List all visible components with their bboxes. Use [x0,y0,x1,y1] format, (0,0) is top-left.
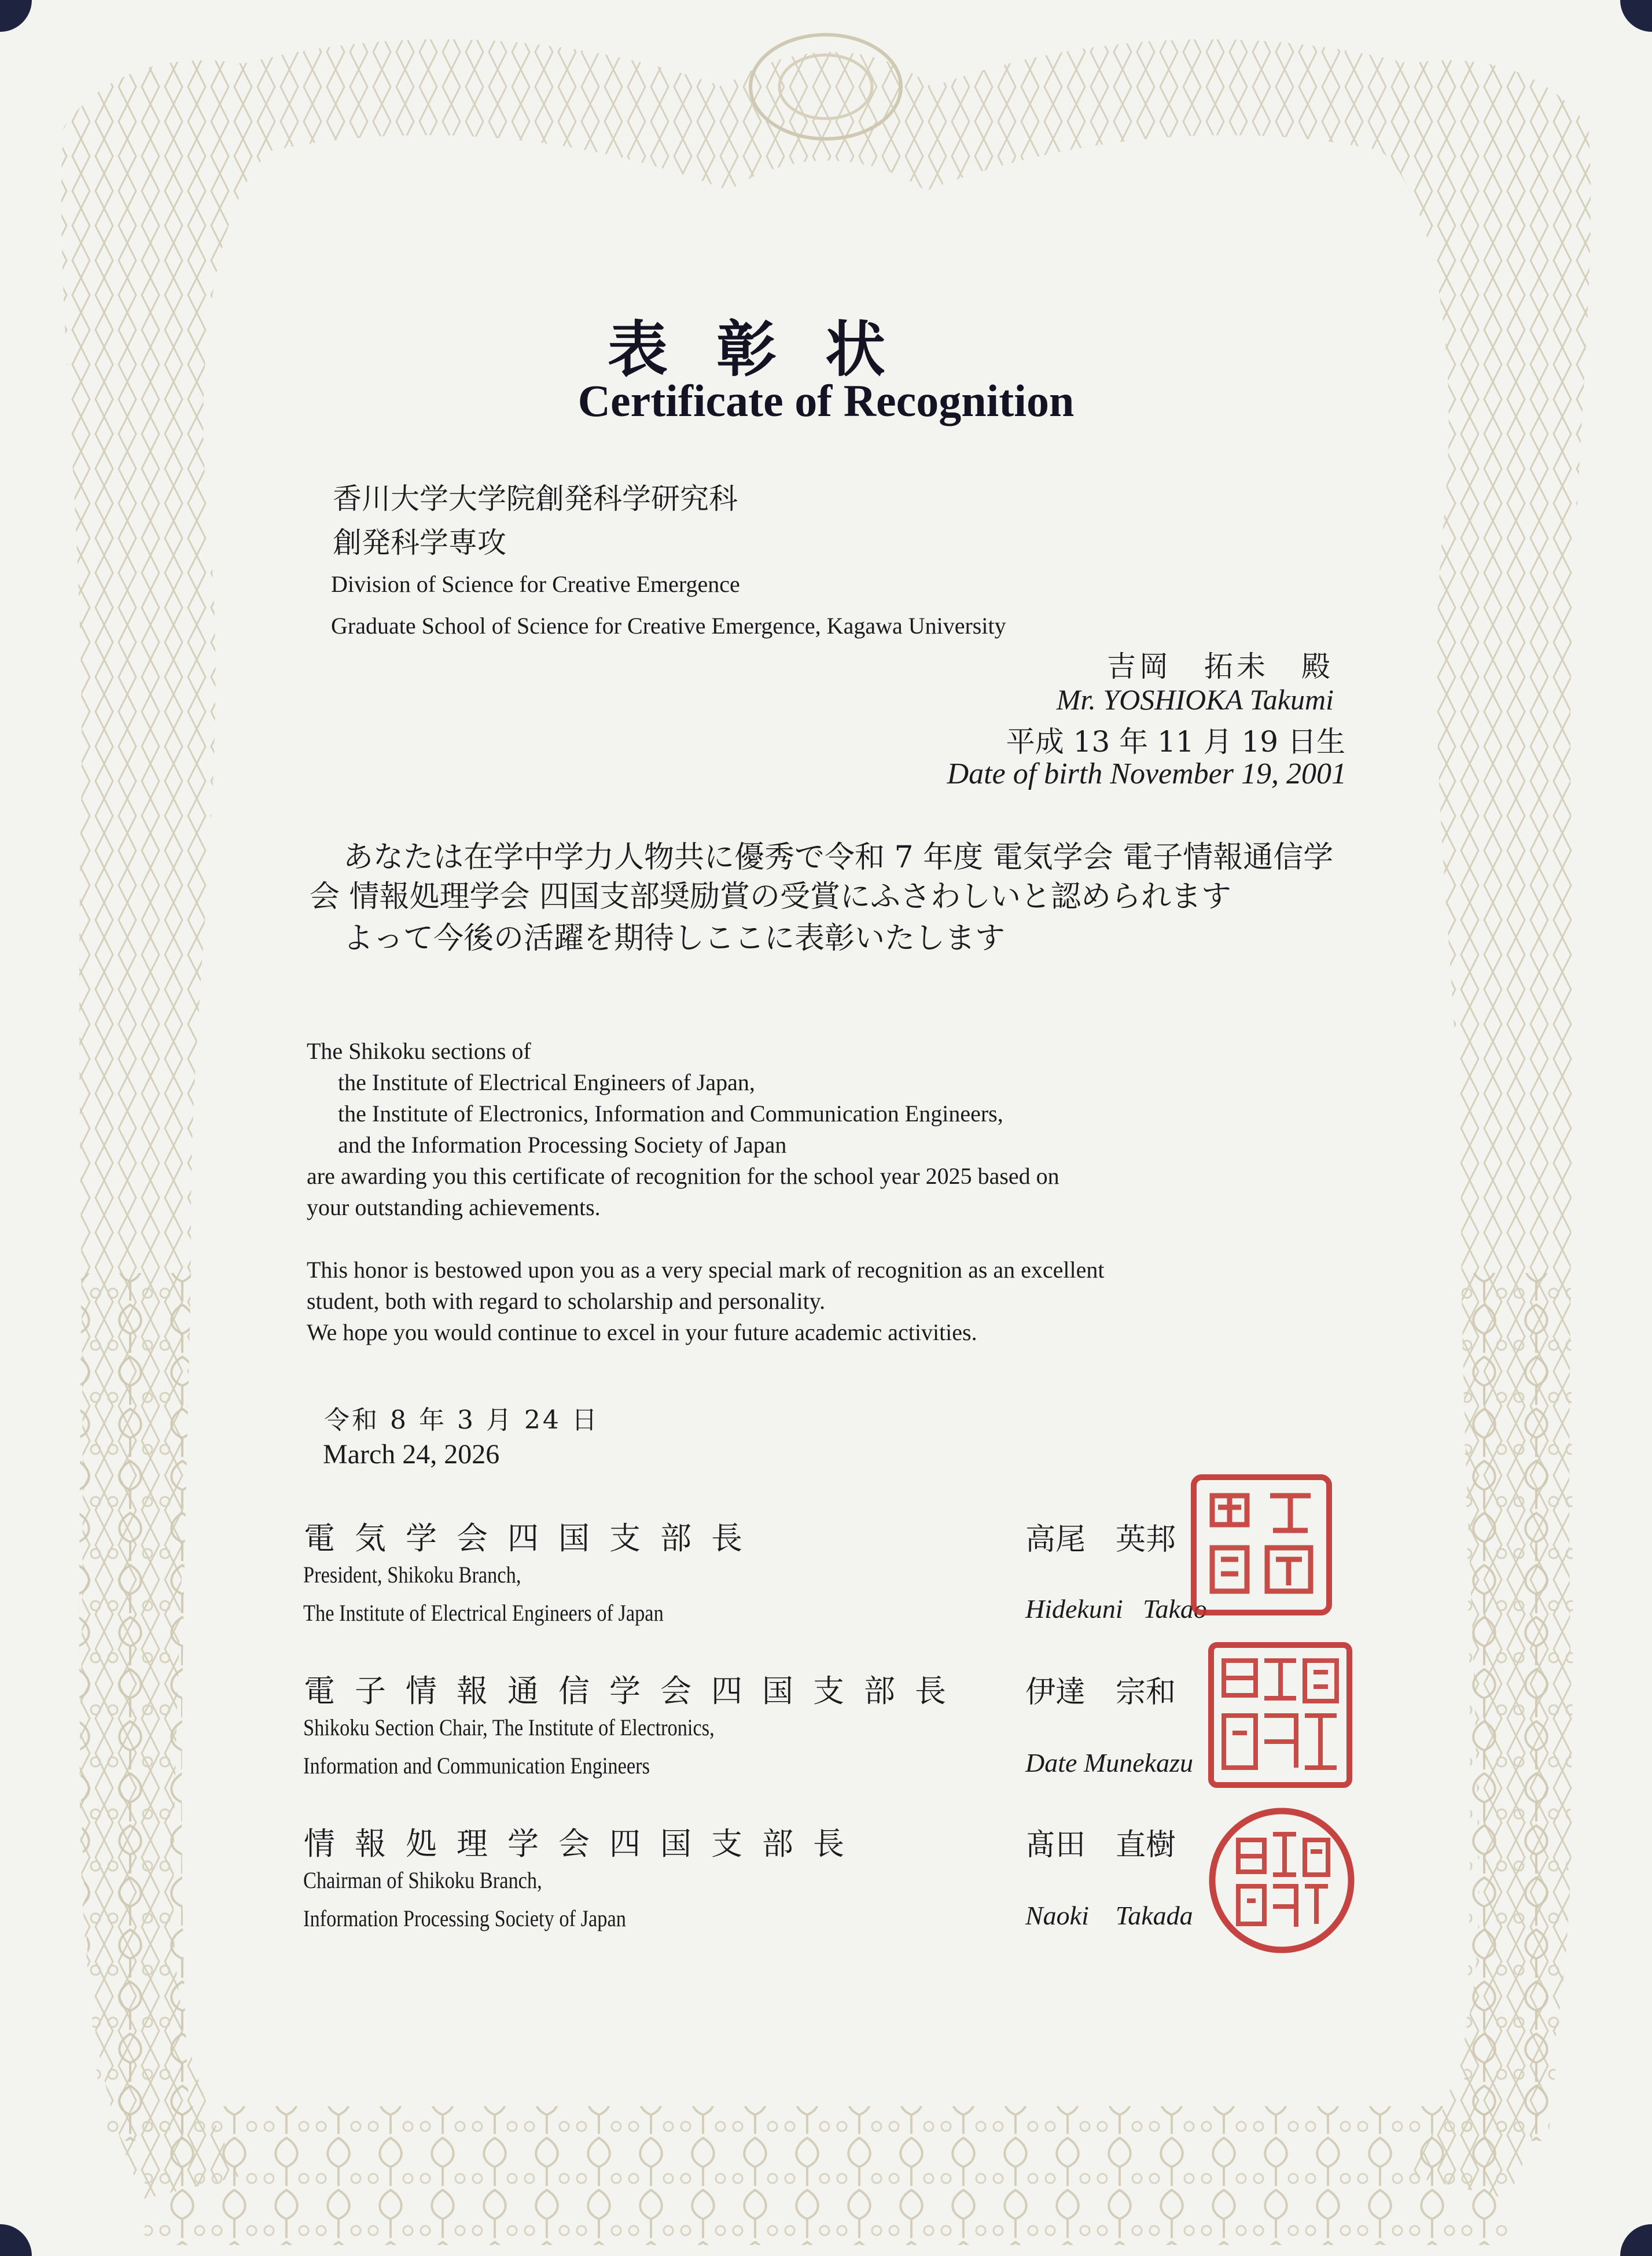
title-japanese: 表彰状 [608,314,934,385]
body-en-line: are awarding you this certificate of recognition for the school year 2025 based on [307,1163,1059,1189]
signatory-1-title-jp: 電気学会四国支部長 [304,1520,762,1556]
seal-stamp-3 [1206,1805,1357,1956]
recipient-department-en-line2: Graduate School of Science for Creative Emergence, Kagawa University [331,613,1006,639]
body-en-line: The Shikoku sections of [307,1038,531,1064]
signatory-2-role-line1: Shikoku Section Chair, The Institute of Electronics, [303,1714,715,1740]
title-english: Certificate of Recognition [577,376,1075,426]
body-en-line: This honor is bestowed upon you as a very special mark of recognition as an excellent [307,1257,1105,1283]
signatory-3-name-en: Naoki Takada [1025,1901,1193,1930]
recipient-department-en-line1: Division of Science for Creative Emergence [331,571,740,597]
body-en-line: student, both with regard to scholarship and personality. [307,1288,826,1314]
recipient-name-en: Mr. YOSHIOKA Takumi [1056,683,1334,716]
body-jp-paragraph-1: あなたは在学中学力人物共に優秀で令和 7 年度 電気学会 電子情報通信学会 情報処理学会 四国支部奨励賞の受賞にふさわしいと認められます [310,840,1334,914]
issue-date-en: March 24, 2026 [323,1439,500,1470]
signatory-3-name-jp: 髙田 直樹 [1025,1828,1176,1863]
body-en-line: the Institute of Electronics, Information and Communication Engineers, [338,1101,1003,1127]
recipient-department-jp-line1: 香川大学大学院創発科学研究科 [333,482,738,516]
body-en-line: the Institute of Electrical Engineers of Japan, [338,1069,755,1095]
seal-stamp-2 [1206,1640,1354,1790]
signatory-2-name-en: Date Munekazu [1025,1748,1193,1777]
paragraph-gap [307,1223,1406,1254]
body-text-jp [310,838,1357,958]
recipient-birthdate-en: Date of birth November 19, 2001 [947,757,1346,790]
signatory-1-name-jp: 高尾 英邦 [1025,1522,1176,1557]
body-en-line: your outstanding achievements. [307,1194,601,1220]
issue-date-jp: 令和 8 年 3 月 24 日 [324,1405,599,1435]
signatory-3-title-jp: 情報処理学会四国支部長 [304,1826,864,1862]
body-jp-paragraph-2: よって今後の活躍を期待しここに表彰いたします [343,921,1006,956]
signatory-2-title-jp: 電子情報通信学会四国支部長 [304,1673,966,1709]
recipient-birthdate-jp: 平成 13 年 11 月 19 日生 [1006,725,1345,759]
body-en-line: We hope you would continue to excel in your future academic activities. [307,1319,977,1345]
recipient-name-jp: 吉岡 拓未 殿 [1107,650,1334,683]
body-text-en [307,1036,1406,1348]
signatory-1-role-line1: President, Shikoku Branch, [303,1562,521,1588]
body-en-line: and the Information Processing Society of Japan [338,1132,787,1158]
seal-stamp-1 [1189,1473,1334,1617]
signatory-1-role-line2: The Institute of Electrical Engineers of Japan [303,1600,664,1626]
recipient-department-jp-line2: 創発科学専攻 [333,526,506,560]
signatory-2-role-line2: Information and Communication Engineers [303,1753,650,1779]
signatory-1-name-en: Hidekuni Takao [1025,1594,1207,1624]
signatory-2-name-jp: 伊達 宗和 [1025,1675,1176,1710]
signatory-3-role-line2: Information Processing Society of Japan [303,1905,626,1931]
signatory-3-role-line1: Chairman of Shikoku Branch, [303,1867,542,1893]
